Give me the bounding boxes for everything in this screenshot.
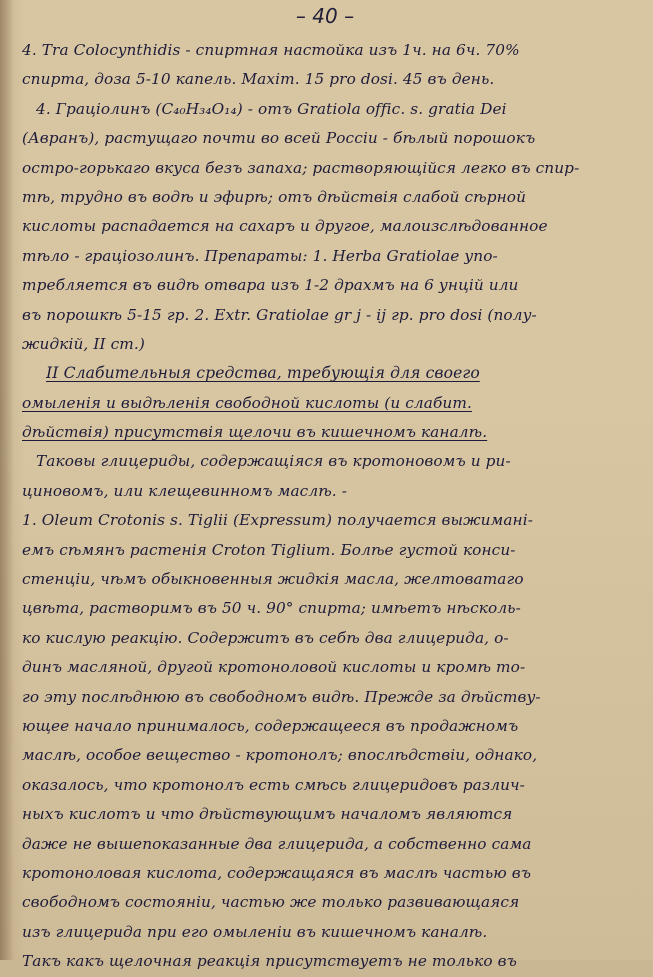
text-line: емъ сѣмянъ растенія Croton Tiglium. Болѣе густой конси-: [22, 540, 516, 559]
text-line: Такъ какъ щелочная реакція присутствуетъ не только въ: [22, 952, 517, 971]
section-heading-line: дѣйствія) присутствія щелочи въ кишечномъ каналѣ.: [22, 423, 488, 442]
text-line: жидкій, II ст.): [22, 334, 145, 353]
page-number: – 40 –: [295, 4, 355, 28]
text-line: кислоты распадается на сахаръ и другое, малоизслѣдованное: [22, 217, 548, 236]
text-line: кротоноловая кислота, содержащаяся въ маслѣ частью въ: [22, 863, 532, 882]
text-line: Таковы глицериды, содержащіяся въ кротоновомъ и ри-: [36, 452, 511, 471]
text-line: циновомъ, или клещевинномъ маслѣ. -: [22, 481, 347, 500]
section-heading-line: омыленія и выдѣленія свободной кислоты (и слабит.: [22, 393, 472, 412]
binding-shadow: [0, 0, 14, 960]
text-line: 1. Oleum Crotonis s. Tiglii (Expressum) получается выжимані-: [22, 511, 533, 530]
text-line: спирта, доза 5-10 капель. Maxim. 15 pro dosi. 45 въ день.: [22, 70, 495, 89]
text-line: цвѣта, растворимъ въ 50 ч. 90° спирта; имѣетъ нѣсколь-: [22, 599, 521, 618]
text-line: свободномъ состояніи, частью же только развивающаяся: [22, 893, 520, 912]
section-heading-line: II Слабительныя средства, требующія для своего: [46, 364, 480, 383]
text-line: динъ масляной, другой кротоноловой кислоты и кромѣ то-: [22, 658, 526, 677]
text-line: требляется въ видѣ отвара изъ 1-2 драхмъ на 6 унцій или: [22, 276, 519, 295]
text-line: даже не вышепоказанные два глицерида, а собственно сама: [22, 834, 532, 853]
text-line: ко кислую реакцію. Содержитъ въ себѣ два глицерида, о-: [22, 628, 509, 647]
text-line: 4. Граціолинъ (C₄₀H₃₄O₁₄) - отъ Gratiola offic. s. gratia Dei: [36, 99, 507, 118]
text-line: изъ глицерида при его омыленіи въ кишечномъ каналѣ.: [22, 922, 488, 941]
text-line: остро-горькаго вкуса безъ запаха; растворяющійся легко въ спир-: [22, 158, 580, 177]
text-line: ныхъ кислотъ и что дѣйствующимъ началомъ являются: [22, 805, 513, 824]
text-line: въ порошкѣ 5-15 гр. 2. Extr. Gratiolae gr j - ij гр. pro dosi (полу-: [22, 305, 537, 324]
text-line: маслѣ, особое вещество - кротонолъ; впослѣдствіи, однако,: [22, 746, 538, 765]
text-line: тѣ, трудно въ водѣ и эфирѣ; отъ дѣйствія слабой сѣрной: [22, 187, 527, 206]
handwritten-text-body: [22, 36, 644, 977]
text-line: тѣло - граціозолинъ. Препараты: 1. Herba Gratiolae упо-: [22, 246, 498, 265]
text-line: стенціи, чѣмъ обыкновенныя жидкія масла, желтоватаго: [22, 570, 524, 589]
text-line: го эту послѣднюю въ свободномъ видѣ. Прежде за дѣйству-: [22, 687, 541, 706]
text-line: оказалось, что кротонолъ есть смѣсь глицеридовъ различ-: [22, 775, 525, 794]
text-line: (Авранъ), растущаго почти во всей Россіи - бѣлый порошокъ: [22, 129, 536, 148]
text-line: ющее начало принималось, содержащееся въ продажномъ: [22, 716, 519, 735]
text-line: 4. Tra Colocynthidis - спиртная настойка изъ 1ч. на 6ч. 70%: [22, 41, 520, 59]
